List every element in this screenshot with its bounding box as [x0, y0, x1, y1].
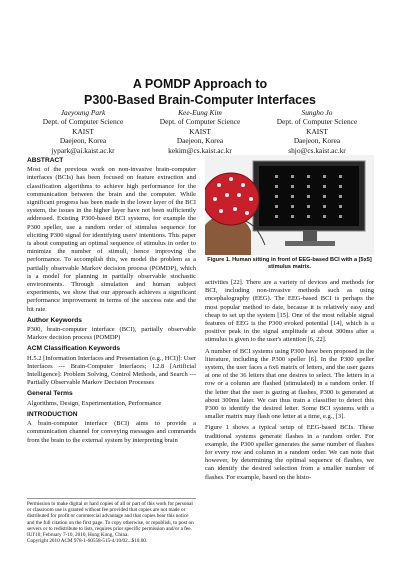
keywords-text: P300, brain-computer interface (BCI), partially observable Markov decision process (POMDP) — [27, 326, 196, 342]
abstract-text: Most of the previous work on non-invasive brain-computer interfaces (BCIs) has been focused on feature extraction and classification algorithms to achieve high performance for the communication between the brain and the computer. While significant progress has been made in the lower layer of the BCI system, the issues in the higher layer have not been sufficiently addressed. Existing P300-based BCI systems, for example the P300 speller, use a random order of stimulus sequence for eliciting P300 signal for identifying users' intentions. This paper is about computing an optimal sequence of stimulus in order to minimize the number of stimuli, hence improving the performance. To accomplish this, we model the problem as a partially observable Markov decision process (POMDP), which is a model for planning in partially observable stochastic environments. Through simulation and human subject experiments, we show that our approach achieves a significant performance improvement in terms of the success rate and the bit rate. — [27, 166, 196, 313]
introduction-heading: INTRODUCTION — [27, 410, 78, 418]
permission-notice — [27, 498, 196, 544]
right-paragraph-2: A number of BCI systems using P300 have been proposed in the literature, including the P300 speller [6]. In the P300 speller system, the user faces a 6x6 matrix of letters, and the user gazes at one of the 36 letters that one desires to select. The letters in a row or a column are flashed (stimulated) in a random order. If the letter that the user is gazing at flashes, P300 is generated at about 300ms later. We can thus train a classifier to detect this P300 to identify the desired letter. Some BCI systems with a smaller matrix may flash one letter at a time, e.g., [3]. — [205, 347, 374, 421]
author-2 — [143, 108, 257, 155]
author-inst: KAIST — [306, 126, 328, 136]
author-dept: Dept. of Computer Science — [159, 117, 241, 127]
left-column — [27, 155, 196, 448]
author-dept: Dept. of Computer Science — [42, 117, 124, 127]
author-city: Daejeon, Korea — [176, 136, 224, 146]
author-city: Daejeon, Korea — [59, 136, 107, 146]
author-email: kekim@cs.kaist.ac.kr — [168, 145, 232, 155]
author-name: Sungho Jo — [301, 108, 333, 117]
title-line-1: A POMDP Approach to — [132, 77, 268, 91]
author-inst: KAIST — [72, 126, 94, 136]
figure-1-caption: Figure 1. Human sitting in front of EEG-based BCI with a [5x5] stimulus matrix. — [207, 257, 372, 270]
copyright-text: Copyright 2010 ACM 978-1-60558-515-4/10/02...$10.00. — [27, 538, 148, 545]
general-terms-text: Algorithms, Design, Experimentation, Performance — [27, 399, 162, 407]
right-column — [205, 155, 374, 485]
acm-text: H.5.2 [Information Interfaces and Presentation (e.g., HCI)]: User Interfaces --- Brain-Computer Interfaces; I.2.8 [Artificial Intelligence]: Problem Solving, Control Methods, and Search --- Partially Observable Markov Decision Processes — [27, 354, 196, 387]
author-name: Jaeyoung Park — [60, 108, 106, 117]
paper-title — [0, 76, 400, 108]
introduction-text: A brain-computer interface (BCI) aims to provide a communication channel for conveying messages and commands from the brain to the external system by interpreting brain — [27, 420, 196, 444]
abstract-heading: ABSTRACT — [27, 157, 64, 164]
title-line-2: P300-Based Brain-Computer Interfaces — [83, 93, 317, 107]
author-email: jypark@ai.kaist.ac.kr — [51, 145, 115, 155]
right-paragraph-3: Figure 1 shows a typical setup of EEG-based BCIs. These traditional systems generate flashes in a random order. For example, the P300 speller generates the same number of flashes for every row and column in a random order. We can note that however, by determining the optimal sequence of flashes, we can identify the desired selection from a smaller number of flashes. For example, based on the histo- — [205, 424, 374, 481]
author-name: Kee-Eung Kim — [178, 108, 222, 117]
conference-text: IUI'10, February 7-10, 2010, Hong Kong, China. — [27, 532, 129, 539]
author-3 — [260, 108, 374, 155]
author-city: Daejeon, Korea — [293, 136, 341, 146]
figure-1-photo — [205, 155, 374, 255]
permission-text: Permission to make digital or hard copies of all or part of this work for personal or classroom use is granted without fee provided that copies are not made or distributed for profit or commercial advantage and that copies bear this notice and the full citation on the first page. To copy otherwise, or republish, to post on servers or to redistribute to lists, requires prior specific permission and/or a fee. — [27, 501, 194, 532]
author-dept: Dept. of Computer Science — [276, 117, 358, 127]
author-block — [26, 108, 374, 155]
bci-setup-illustration — [205, 155, 374, 255]
right-paragraph-1: activities [22]. There are a variety of devices and methods for BCI, including non-invasive methods such as using encephalography (EEG). The EEG-based BCI is perhaps the most popular method to date, because it is relatively easy and cheap to set up the system [15]. One of the most reliable signal features of EEG is the P300 evoked potential [14], which is a positive peak in the signal amplitude at about 300ms after a stimulus is given to the user's attention [6, 22]. — [205, 279, 374, 344]
keywords-heading: Author Keywords — [27, 316, 82, 324]
general-terms-heading: General Terms — [27, 390, 73, 398]
author-inst: KAIST — [189, 126, 211, 136]
acm-heading: ACM Classification Keywords — [27, 345, 121, 353]
author-email: shjo@cs.kaist.ac.kr — [288, 145, 346, 155]
author-1 — [26, 108, 140, 155]
